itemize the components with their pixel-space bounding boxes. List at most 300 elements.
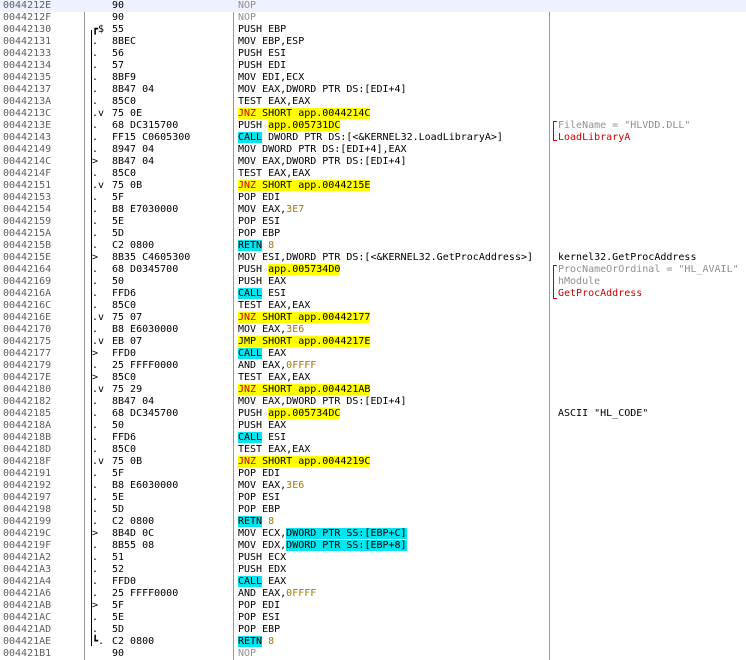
flow-marker: >: [92, 156, 99, 167]
disassembly-cell: [238, 192, 280, 204]
instruction-token: EAX: [262, 348, 287, 359]
instruction-token: JNZ: [238, 456, 257, 467]
disassembly-row[interactable]: [0, 444, 746, 456]
disassembly-row[interactable]: [0, 504, 746, 516]
disassembly-row[interactable]: [0, 24, 746, 36]
hex-dump-cell: FFD0: [112, 348, 137, 359]
disassembly-cell: [238, 348, 286, 360]
disassembly-row[interactable]: [0, 120, 746, 132]
instruction-token: SHORT app.00442177: [256, 312, 371, 323]
comment-token: hModule: [558, 276, 601, 287]
hex-dump-cell: FFD6: [112, 432, 137, 443]
disassembly-row[interactable]: [0, 288, 746, 300]
address-cell: 00442170: [3, 324, 52, 335]
address-cell: 0044219F: [3, 540, 52, 551]
disassembly-cell: [238, 540, 407, 552]
disassembly-cell: [238, 564, 286, 576]
flow-marker: .: [92, 204, 99, 215]
instruction-token: SHORT app.0044214C: [256, 108, 371, 119]
flow-marker: >: [92, 252, 99, 263]
instruction-token: PUSH EDI: [238, 60, 287, 71]
disassembly-cell: [238, 240, 274, 252]
flow-marker: .: [92, 480, 99, 491]
flow-marker: .: [92, 540, 99, 551]
disassembly-cell: [238, 108, 370, 120]
comment-cell: [558, 288, 642, 300]
hex-dump-cell: 8B35 C4605300: [112, 252, 191, 263]
disassembly-cell: [238, 372, 310, 384]
flow-marker: .: [92, 504, 99, 515]
disassembly-cell: [238, 48, 286, 60]
flow-marker: .: [92, 300, 99, 311]
address-cell: 0044214C: [3, 156, 52, 167]
flow-marker: .: [92, 132, 99, 143]
disassembly-row[interactable]: [0, 480, 746, 492]
comment-token: FileName = "HLVDD.DLL": [558, 120, 691, 131]
instruction-token: 0FFFF: [286, 588, 317, 599]
address-cell: 004421AB: [3, 600, 52, 611]
hex-dump-cell: FFD6: [112, 288, 137, 299]
address-cell: 004421A3: [3, 564, 52, 575]
instruction-token: POP ESI: [238, 612, 281, 623]
disassembly-cell: [238, 456, 370, 468]
disassembly-cell: [238, 24, 286, 36]
disassembly-cell: [238, 468, 280, 480]
flow-marker: .v: [92, 336, 105, 347]
flow-marker: .v: [92, 108, 105, 119]
disassembly-cell: [238, 168, 310, 180]
disassembly-cell: [238, 276, 286, 288]
address-cell: 00442149: [3, 144, 52, 155]
disassembly-row[interactable]: [0, 624, 746, 636]
hex-dump-cell: 90: [112, 648, 125, 659]
flow-marker: .: [92, 192, 99, 203]
instruction-token: RETN: [238, 516, 263, 527]
disassembly-cell: [238, 0, 256, 12]
disassembly-row[interactable]: [0, 492, 746, 504]
instruction-token: NOP: [238, 0, 257, 11]
instruction-token: SHORT app.0044215E: [256, 180, 371, 191]
disassembly-cell: [238, 288, 286, 300]
disassembly-row[interactable]: [0, 372, 746, 384]
disassembly-row[interactable]: [0, 60, 746, 72]
disassembly-cell: [238, 300, 310, 312]
comment-token: kernel32.GetProcAddress: [558, 252, 697, 263]
disassembly-row[interactable]: [0, 72, 746, 84]
instruction-token: JNZ: [238, 384, 257, 395]
disassembly-row[interactable]: [0, 156, 746, 168]
disassembly-cell: [238, 156, 407, 168]
disassembly-row[interactable]: [0, 648, 746, 660]
disassembly-row[interactable]: [0, 336, 746, 348]
disassembly-cell: [238, 144, 407, 156]
disassembly-row[interactable]: [0, 360, 746, 372]
address-cell: 00442151: [3, 180, 52, 191]
hex-dump-cell: 68 D0345700: [112, 264, 179, 275]
instruction-token: POP EBP: [238, 228, 281, 239]
disassembly-row[interactable]: [0, 144, 746, 156]
flow-marker: .v: [92, 456, 105, 467]
hex-dump-cell: 8B47 04: [112, 156, 155, 167]
address-cell: 0044214F: [3, 168, 52, 179]
address-cell: 00442135: [3, 72, 52, 83]
instruction-token: TEST EAX,EAX: [238, 96, 311, 107]
address-cell: 00442137: [3, 84, 52, 95]
instruction-token: MOV EDI,ECX: [238, 72, 305, 83]
flow-marker: ┗.: [92, 636, 105, 647]
disassembly-row[interactable]: [0, 384, 746, 396]
disassembly-cell: [238, 408, 340, 420]
instruction-token: SHORT app.004421AB: [256, 384, 371, 395]
address-cell: 0044218B: [3, 432, 52, 443]
address-cell: 00442185: [3, 408, 52, 419]
disassembly-cell: [238, 60, 286, 72]
instruction-token: NOP: [238, 648, 257, 659]
disassembly-row[interactable]: [0, 0, 746, 12]
disassembly-row[interactable]: [0, 588, 746, 600]
instruction-token: POP ESI: [238, 216, 281, 227]
disassembly-cell: [238, 180, 370, 192]
flow-marker: .: [92, 564, 99, 575]
address-cell: 0044219C: [3, 528, 52, 539]
instruction-token: POP EBP: [238, 504, 281, 515]
disassembly-cell: [238, 72, 304, 84]
address-cell: 004421B1: [3, 648, 52, 659]
address-cell: 0044218A: [3, 420, 52, 431]
flow-marker: .: [92, 360, 99, 371]
disassembly-row[interactable]: [0, 396, 746, 408]
instruction-token: 3E6: [286, 480, 305, 491]
disassembly-row[interactable]: [0, 528, 746, 540]
instruction-token: AND EAX,: [238, 588, 287, 599]
address-cell: 0044215A: [3, 228, 52, 239]
disassembly-cell: [238, 528, 407, 540]
address-cell: 00442164: [3, 264, 52, 275]
disassembly-cell: [238, 612, 280, 624]
comment-cell: [558, 264, 739, 276]
hex-dump-cell: B8 E6030000: [112, 324, 179, 335]
flow-marker: .: [92, 120, 99, 131]
instruction-token: CALL: [238, 132, 263, 143]
flow-marker: .: [92, 588, 99, 599]
hex-dump-cell: 8B47 04: [112, 84, 155, 95]
flow-marker: [92, 12, 108, 24]
flow-marker: >: [92, 600, 99, 611]
hex-dump-cell: C2 0800: [112, 240, 155, 251]
disassembly-cell: [238, 624, 280, 636]
disassembly-cell: [238, 396, 407, 408]
disassembly-row[interactable]: [0, 240, 746, 252]
instruction-token: TEST EAX,EAX: [238, 168, 311, 179]
comment-token: ASCII "HL_CODE": [558, 408, 649, 419]
hex-dump-cell: 8B47 04: [112, 396, 155, 407]
address-cell: 0044212F: [3, 12, 52, 23]
address-cell: 004421A4: [3, 576, 52, 587]
address-cell: 00442177: [3, 348, 52, 359]
disassembly-cell: [238, 600, 280, 612]
hex-dump-cell: 5E: [112, 216, 125, 227]
comment-cell: [558, 408, 648, 420]
instruction-token: MOV ECX,: [238, 528, 287, 539]
disassembly-row[interactable]: [0, 252, 746, 264]
instruction-token: TEST EAX,EAX: [238, 300, 311, 311]
disassembly-row[interactable]: [0, 264, 746, 276]
hex-dump-cell: C2 0800: [112, 636, 155, 647]
address-cell: 00442133: [3, 48, 52, 59]
disassembly-row[interactable]: [0, 420, 746, 432]
hex-dump-cell: 75 29: [112, 384, 143, 395]
disassembly-row[interactable]: [0, 576, 746, 588]
disassembly-cell: [238, 96, 310, 108]
address-cell: 0044215E: [3, 252, 52, 263]
flow-marker: .: [92, 84, 99, 95]
flow-marker: .: [92, 420, 99, 431]
disassembly-row[interactable]: [0, 612, 746, 624]
address-cell: 004421A6: [3, 588, 52, 599]
address-cell: 0044216A: [3, 288, 52, 299]
instruction-token: MOV EBP,ESP: [238, 36, 305, 47]
address-cell: 00442182: [3, 396, 52, 407]
flow-marker: ┏$: [92, 24, 105, 35]
instruction-token: MOV EDX,: [238, 540, 287, 551]
instruction-token: PUSH ESI: [238, 48, 287, 59]
address-cell: 0044213C: [3, 108, 52, 119]
address-cell: 00442153: [3, 192, 52, 203]
disassembly-row[interactable]: [0, 540, 746, 552]
instruction-token: CALL: [238, 288, 263, 299]
instruction-token: DWORD PTR DS:[<&KERNEL32.LoadLibraryA>]: [262, 132, 503, 143]
disassembly-cell: [238, 84, 407, 96]
address-cell: 00442134: [3, 60, 52, 71]
flow-marker: .: [92, 432, 99, 443]
flow-marker: .: [92, 240, 99, 251]
hex-dump-cell: 5E: [112, 492, 125, 503]
disassembly-row[interactable]: [0, 408, 746, 420]
address-cell: 00442154: [3, 204, 52, 215]
address-cell: 0044216C: [3, 300, 52, 311]
instruction-token: TEST EAX,EAX: [238, 444, 311, 455]
disassembly-row[interactable]: [0, 48, 746, 60]
disassembly-row[interactable]: [0, 204, 746, 216]
disassembly-cell: [238, 552, 286, 564]
disassembly-row[interactable]: [0, 276, 746, 288]
flow-marker: .: [92, 612, 99, 623]
instruction-token: CALL: [238, 576, 263, 587]
flow-marker: .: [92, 552, 99, 563]
hex-dump-cell: 5D: [112, 228, 125, 239]
disassembly-row[interactable]: [0, 636, 746, 648]
instruction-token: CALL: [238, 348, 263, 359]
disassembly-row[interactable]: [0, 228, 746, 240]
instruction-token: TEST EAX,EAX: [238, 372, 311, 383]
instruction-token: POP EBP: [238, 624, 281, 635]
hex-dump-cell: 8BEC: [112, 36, 137, 47]
address-cell: 0044218D: [3, 444, 52, 455]
disassembly-cell: [238, 516, 274, 528]
comment-token: GetProcAddress: [558, 288, 643, 299]
flow-marker: .: [92, 216, 99, 227]
instruction-token: RETN: [238, 636, 263, 647]
instruction-token: JMP SHORT app.0044217E: [238, 336, 371, 347]
flow-marker: .: [92, 492, 99, 503]
hex-dump-cell: 5D: [112, 624, 125, 635]
address-cell: 00442198: [3, 504, 52, 515]
disassembly-row[interactable]: [0, 552, 746, 564]
disassembly-row[interactable]: [0, 84, 746, 96]
hex-dump-cell: 68 DC315700: [112, 120, 179, 131]
disassembly-row[interactable]: [0, 564, 746, 576]
hex-dump-cell: 90: [112, 12, 125, 23]
instruction-token: PUSH EAX: [238, 276, 287, 287]
hex-dump-cell: 75 0E: [112, 108, 143, 119]
disassembly-row[interactable]: [0, 96, 746, 108]
address-cell: 00442197: [3, 492, 52, 503]
instruction-token: AND EAX,: [238, 360, 287, 371]
disassembly-cell: [238, 576, 286, 588]
hex-dump-cell: 5F: [112, 192, 125, 203]
disassembly-cell: [238, 480, 304, 492]
instruction-token: app.005731DC: [268, 120, 341, 131]
instruction-token: MOV EAX,: [238, 324, 287, 335]
flow-marker: .v: [92, 384, 105, 395]
hex-dump-cell: 56: [112, 48, 125, 59]
address-cell: 00442169: [3, 276, 52, 287]
flow-marker: .: [92, 96, 99, 107]
hex-dump-cell: 55: [112, 24, 125, 35]
hex-dump-cell: 68 DC345700: [112, 408, 179, 419]
address-cell: 004421AE: [3, 636, 52, 647]
hex-dump-cell: 75 0B: [112, 180, 143, 191]
disassembly-row[interactable]: [0, 516, 746, 528]
disassembly-cell: [238, 120, 340, 132]
disassembly-row[interactable]: [0, 132, 746, 144]
disassembly-row[interactable]: [0, 324, 746, 336]
flow-marker: .: [92, 228, 99, 239]
hex-dump-cell: 5F: [112, 468, 125, 479]
comment-token: LoadLibraryA: [558, 132, 631, 143]
hex-dump-cell: 85C0: [112, 300, 137, 311]
hex-dump-cell: 85C0: [112, 372, 137, 383]
disassembly-cell: [238, 588, 316, 600]
flow-marker: [92, 0, 108, 12]
disassembly-cell: [238, 228, 280, 240]
disassembly-row[interactable]: [0, 36, 746, 48]
instruction-token: MOV DWORD PTR DS:[EDI+4],EAX: [238, 144, 407, 155]
address-cell: 00442131: [3, 36, 52, 47]
comment-token: ProcNameOrOrdinal = "HL_AVAIL": [558, 264, 739, 275]
address-cell: 00442159: [3, 216, 52, 227]
instruction-token: PUSH EBP: [238, 24, 287, 35]
instruction-token: MOV EAX,: [238, 480, 287, 491]
flow-marker: .: [92, 468, 99, 479]
hex-dump-cell: 85C0: [112, 168, 137, 179]
hex-dump-cell: 85C0: [112, 444, 137, 455]
address-cell: 0044212E: [3, 0, 52, 11]
hex-dump-cell: 5F: [112, 600, 125, 611]
instruction-token: JNZ: [238, 312, 257, 323]
disassembly-row[interactable]: [0, 348, 746, 360]
disassembly-row[interactable]: [0, 168, 746, 180]
disassembly-row[interactable]: [0, 300, 746, 312]
hex-dump-cell: 50: [112, 420, 125, 431]
hex-dump-cell: 25 FFFF0000: [112, 360, 179, 371]
hex-dump-cell: 75 07: [112, 312, 143, 323]
flow-marker: .: [92, 168, 99, 179]
instruction-token: SHORT app.0044219C: [256, 456, 371, 467]
address-cell: 0044213A: [3, 96, 52, 107]
address-cell: 004421A2: [3, 552, 52, 563]
disassembly-row[interactable]: [0, 180, 746, 192]
disassembly-cell: [238, 264, 340, 276]
address-cell: 00442180: [3, 384, 52, 395]
address-cell: 00442199: [3, 516, 52, 527]
hex-dump-cell: FFD0: [112, 576, 137, 587]
disassembly-cell: [238, 444, 310, 456]
disassembly-cell: [238, 204, 304, 216]
hex-dump-cell: FF15 C0605300: [112, 132, 191, 143]
comment-cell: [558, 252, 696, 264]
flow-marker: .: [92, 48, 99, 59]
flow-marker: [92, 648, 108, 660]
comment-cell: [558, 120, 690, 132]
address-cell: 00442175: [3, 336, 52, 347]
disassembly-cell: [238, 360, 316, 372]
hex-dump-cell: 5E: [112, 612, 125, 623]
disassembly-row[interactable]: [0, 192, 746, 204]
disassembly-cell: [238, 492, 280, 504]
address-cell: 00442143: [3, 132, 52, 143]
instruction-token: POP EDI: [238, 600, 281, 611]
flow-marker: .: [92, 396, 99, 407]
hex-dump-cell: 75 0B: [112, 456, 143, 467]
disassembly-row[interactable]: [0, 216, 746, 228]
flow-marker: .: [92, 444, 99, 455]
hex-dump-cell: B8 E7030000: [112, 204, 179, 215]
instruction-token: app.005734DC: [268, 408, 341, 419]
disassembly-row[interactable]: [0, 600, 746, 612]
address-cell: 0044213E: [3, 120, 52, 131]
hex-dump-cell: 8B4D 0C: [112, 528, 155, 539]
disassembly-cell: [238, 36, 304, 48]
disassembly-row[interactable]: [0, 108, 746, 120]
address-cell: 0044217E: [3, 372, 52, 383]
flow-marker: .: [92, 36, 99, 47]
disassembly-row[interactable]: [0, 312, 746, 324]
disassembly-cell: [238, 636, 274, 648]
flow-marker: >: [92, 528, 99, 539]
instruction-token: JNZ: [238, 180, 257, 191]
disassembly-row[interactable]: [0, 12, 746, 24]
hex-dump-cell: 8B55 08: [112, 540, 155, 551]
flow-marker: .v: [92, 180, 105, 191]
hex-dump-cell: 57: [112, 60, 125, 71]
hex-dump-cell: C2 0800: [112, 516, 155, 527]
hex-dump-cell: 50: [112, 276, 125, 287]
disassembly-row[interactable]: [0, 432, 746, 444]
instruction-token: CALL: [238, 432, 263, 443]
instruction-token: RETN: [238, 240, 263, 251]
instruction-token: MOV EAX,DWORD PTR DS:[EDI+4]: [238, 396, 407, 407]
instruction-token: ESI: [262, 432, 287, 443]
instruction-token: MOV EAX,DWORD PTR DS:[EDI+4]: [238, 156, 407, 167]
comment-cell: [558, 132, 630, 144]
instruction-token: PUSH EDX: [238, 564, 287, 575]
address-cell: 0044216E: [3, 312, 52, 323]
disassembly-row[interactable]: [0, 456, 746, 468]
disassembly-row[interactable]: [0, 468, 746, 480]
flow-marker: .: [92, 144, 99, 155]
disassembly-cell: [238, 324, 304, 336]
